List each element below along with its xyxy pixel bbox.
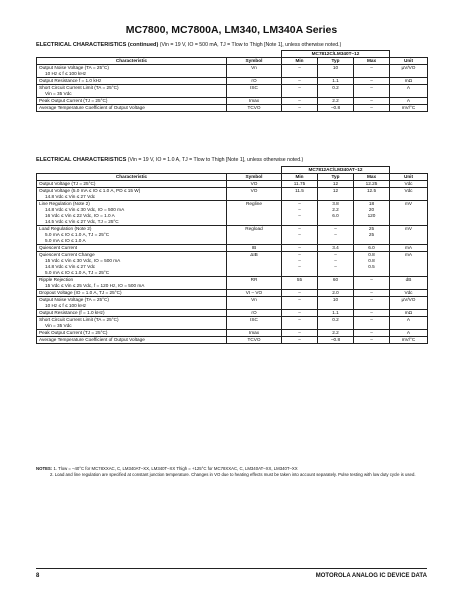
min-cell — [282, 181, 318, 188]
symbol-cell: VI – VO — [227, 290, 282, 297]
characteristic-cell-line: 10 Hz ≤ f ≤ 100 kHz — [45, 303, 87, 308]
unit-cell: Vdc — [390, 188, 428, 201]
max-cell — [354, 201, 390, 226]
max-cell — [354, 277, 390, 290]
min-cell: – — [282, 98, 318, 105]
symbol-cell: rO — [227, 310, 282, 317]
symbol-cell: VO — [227, 181, 282, 188]
table-row — [37, 252, 428, 277]
max-cell — [354, 330, 390, 337]
unit-cell: A — [390, 330, 428, 337]
table-row — [37, 105, 428, 112]
typ-cell — [318, 201, 354, 226]
typ-cell-line: 1.1 — [332, 310, 339, 315]
characteristic-cell-line: Output Noise Voltage (TA = 25°C) — [39, 65, 109, 70]
characteristic-cell — [37, 297, 227, 310]
characteristic-cell-line: 10 Hz ≤ f ≤ 100 kHz — [45, 71, 87, 76]
characteristic-cell-line: 5.0 mA ≤ IO ≤ 1.0 A, TJ = 25°C — [45, 270, 110, 275]
typ-cell-line: – — [334, 232, 337, 237]
symbol-cell: TCVO — [227, 105, 282, 112]
min-cell — [282, 277, 318, 290]
col-characteristic: Characteristic — [37, 174, 227, 181]
max-cell: – — [354, 78, 390, 85]
table-row — [37, 337, 428, 344]
typ-cell-line: 10 — [332, 297, 339, 302]
min-cell — [282, 317, 318, 330]
footer-divider — [36, 568, 427, 569]
group-header: MC7812AC/LM340AT–12 — [282, 167, 390, 174]
characteristic-cell — [37, 317, 227, 330]
min-cell — [282, 201, 318, 226]
min-cell-line: – — [298, 297, 301, 302]
characteristic-cell-line: Output Noise Voltage (TA = 25°C) — [39, 297, 109, 302]
characteristic-cell — [37, 310, 227, 317]
min-cell-line: – — [298, 317, 301, 322]
symbol-cell: IB — [227, 245, 282, 252]
unit-cell: mV/°C — [390, 337, 428, 344]
symbol-cell: rO — [227, 78, 282, 85]
min-cell: – — [282, 85, 318, 98]
blank-header — [390, 51, 428, 58]
typ-cell-line: 6.0 — [332, 213, 339, 218]
max-cell — [354, 226, 390, 245]
max-cell — [354, 188, 390, 201]
max-cell — [354, 310, 390, 317]
symbol-cell: Imax — [227, 330, 282, 337]
table-row — [37, 317, 428, 330]
characteristic-cell-line: Short Circuit Current Limit (TA = 25°C) — [39, 85, 119, 90]
min-cell-line: – — [298, 226, 301, 231]
page-number: 8 — [36, 573, 40, 579]
max-cell-line: 20 — [368, 207, 375, 212]
typ-cell — [318, 290, 354, 297]
characteristic-cell-line: 15 Vdc ≤ Vin ≤ 25 Vdc, f = 120 Hz, IO = 500 mA — [45, 283, 145, 288]
characteristic-cell-line: 15 Vdc ≤ Vin ≤ 30 Vdc, IO = 500 mA — [45, 258, 121, 263]
col-max: Max — [354, 58, 390, 65]
characteristic-cell-line: Peak Output Current (TJ = 25°C) — [39, 330, 108, 335]
footer-brand: MOTOROLA ANALOG IC DEVICE DATA — [315, 573, 427, 579]
col-min: Min — [282, 174, 318, 181]
characteristic-cell — [37, 201, 227, 226]
symbol-cell: Vn — [227, 297, 282, 310]
table-row — [37, 310, 428, 317]
min-cell-line: – — [298, 207, 301, 212]
typ-cell-line: – — [334, 252, 337, 257]
typ-cell — [318, 330, 354, 337]
typ-cell — [318, 337, 354, 344]
page-title: MC7800, MC7800A, LM340, LM340A Series — [125, 24, 338, 36]
characteristic-cell-line: Output Resistance (f = 1.0 kHz) — [39, 310, 105, 315]
min-cell: – — [282, 105, 318, 112]
section2-title-bold: ELECTRICAL CHARACTERISTICS — [36, 157, 127, 163]
max-cell — [354, 245, 390, 252]
characteristic-cell — [37, 105, 227, 112]
typ-cell-line: 12 — [332, 181, 339, 186]
typ-cell — [318, 317, 354, 330]
unit-cell: A — [390, 98, 428, 105]
min-cell-line: – — [298, 201, 301, 206]
max-cell-line: 12.25 — [365, 181, 378, 186]
max-cell — [354, 252, 390, 277]
table-row — [37, 85, 428, 98]
min-cell-line: – — [298, 245, 301, 250]
max-cell: – — [354, 65, 390, 78]
symbol-cell: ΔIB — [227, 252, 282, 277]
characteristic-cell-line: Quiescent Current Change — [39, 252, 95, 257]
characteristic-cell-line: Short Circuit Current Limit (TA = 25°C) — [39, 317, 119, 322]
min-cell — [282, 252, 318, 277]
table-row — [37, 98, 428, 105]
typ-cell-line: – — [334, 226, 337, 231]
typ-cell-line: 2.2 — [332, 207, 339, 212]
unit-cell: µV/VO — [390, 297, 428, 310]
table-row — [37, 188, 428, 201]
table-row — [37, 245, 428, 252]
min-cell — [282, 188, 318, 201]
unit-cell: A — [390, 317, 428, 330]
symbol-cell: Regload — [227, 226, 282, 245]
max-cell — [354, 337, 390, 344]
characteristics-table-1 — [36, 50, 428, 112]
col-unit: Unit — [390, 174, 428, 181]
characteristic-cell-line: Dropout Voltage (IO = 1.0 A, TJ = 25°C) — [39, 290, 122, 295]
min-cell — [282, 290, 318, 297]
min-cell — [282, 337, 318, 344]
min-cell-line: – — [298, 310, 301, 315]
section1-title-conditions: (Vin = 19 V, IO = 500 mA, TJ = Tlow to Thigh [Note 1], unless otherwise noted.) — [158, 42, 342, 48]
max-cell — [354, 317, 390, 330]
characteristic-cell — [37, 290, 227, 297]
max-cell: – — [354, 98, 390, 105]
characteristic-cell-line: Ripple Rejection — [39, 277, 74, 282]
max-cell-line: – — [370, 310, 373, 315]
typ-cell — [318, 226, 354, 245]
symbol-cell: RR — [227, 277, 282, 290]
characteristic-cell-line: Output Voltage (TJ = 25°C) — [39, 181, 96, 186]
characteristic-cell — [37, 226, 227, 245]
characteristic-cell-line: 5.0 mA ≤ IO ≤ 1.0 A — [45, 238, 86, 243]
max-cell-line: – — [370, 330, 373, 335]
blank-header — [390, 167, 428, 174]
unit-cell: mA — [390, 245, 428, 252]
typ-cell-line: 0.2 — [332, 317, 339, 322]
typ-cell-line: 12 — [332, 188, 339, 193]
table-row — [37, 297, 428, 310]
min-cell-line: – — [298, 337, 301, 342]
symbol-cell: ISC — [227, 85, 282, 98]
col-characteristic: Characteristic — [37, 58, 227, 65]
unit-cell: µV/VO — [390, 65, 428, 78]
characteristic-cell — [37, 337, 227, 344]
symbol-cell: TCVO — [227, 337, 282, 344]
characteristic-cell — [37, 188, 227, 201]
characteristics-table-2 — [36, 166, 428, 344]
unit-cell: Vdc — [390, 290, 428, 297]
characteristic-cell — [37, 181, 227, 188]
min-cell-line: – — [298, 232, 301, 237]
typ-cell-line: 2.2 — [332, 330, 339, 335]
max-cell-line: – — [370, 337, 373, 342]
characteristic-cell — [37, 330, 227, 337]
characteristic-cell-line: Vin = 35 Vdc — [45, 91, 72, 96]
section1-title-bold: ELECTRICAL CHARACTERISTICS (continued) — [36, 42, 159, 48]
unit-cell: Vdc — [390, 181, 428, 188]
typ-cell — [318, 188, 354, 201]
min-cell-line: – — [298, 330, 301, 335]
typ-cell — [318, 310, 354, 317]
min-cell: – — [282, 65, 318, 78]
characteristic-cell-line: 14.8 Vdc ≤ Vin ≤ 27 Vdc — [45, 264, 96, 269]
max-cell — [354, 290, 390, 297]
min-cell-line: – — [298, 258, 301, 263]
min-cell-line: 11.75 — [293, 181, 306, 186]
characteristic-cell-line: 14.8 Vdc ≤ Vin ≤ 27 Vdc — [45, 194, 96, 199]
col-min: Min — [282, 58, 318, 65]
unit-cell: mA — [390, 252, 428, 277]
max-cell-line: 25 — [368, 226, 375, 231]
symbol-cell: Imax — [227, 98, 282, 105]
max-cell-line: 12.5 — [366, 188, 377, 193]
symbol-cell: Vn — [227, 65, 282, 78]
characteristic-cell — [37, 252, 227, 277]
table-row — [37, 330, 428, 337]
min-cell — [282, 245, 318, 252]
max-cell-line: – — [370, 290, 373, 295]
typ-cell: 0.2 — [318, 85, 354, 98]
characteristic-cell-line: 16 Vdc ≤ Vin ≤ 22 Vdc, IO = 1.0 A — [45, 213, 115, 218]
note-1: 1. Tlow = –40°C for MC78XXAC, C, LM340AT–XX, LM340T–XX Thigh = +125°C for MC78XXAC, C, LM340AT–XX, LM340T–XX — [53, 466, 298, 471]
characteristic-cell-line: Vin = 35 Vdc — [45, 323, 72, 328]
typ-cell: 1.1 — [318, 78, 354, 85]
section1-title — [36, 42, 341, 48]
typ-cell-line: 3.8 — [332, 201, 339, 206]
typ-cell-line: – — [334, 258, 337, 263]
table-row — [37, 226, 428, 245]
notes-label: NOTES: — [36, 466, 53, 471]
typ-cell-line: – — [334, 264, 337, 269]
col-typ: Typ — [318, 58, 354, 65]
max-cell: – — [354, 85, 390, 98]
min-cell-line: 11.5 — [295, 188, 304, 193]
unit-cell: A — [390, 85, 428, 98]
unit-cell: mΩ — [390, 310, 428, 317]
max-cell-line: 6.0 — [368, 245, 375, 250]
min-cell — [282, 330, 318, 337]
unit-cell: mΩ — [390, 78, 428, 85]
unit-cell: mV/°C — [390, 105, 428, 112]
typ-cell — [318, 277, 354, 290]
characteristic-cell-line: Line Regulation (Note 2) — [39, 201, 90, 206]
max-cell-line: 120 — [367, 213, 376, 218]
table-row — [37, 290, 428, 297]
characteristic-cell — [37, 277, 227, 290]
max-cell-line: 0.8 — [368, 258, 375, 263]
min-cell — [282, 310, 318, 317]
typ-cell-line: 2.0 — [332, 290, 339, 295]
symbol-cell: VO — [227, 188, 282, 201]
max-cell-line: 0.5 — [368, 264, 375, 269]
symbol-cell: ISC — [227, 317, 282, 330]
max-cell-line: – — [370, 297, 373, 302]
typ-cell: 2.2 — [318, 98, 354, 105]
characteristic-cell — [37, 98, 227, 105]
min-cell — [282, 226, 318, 245]
characteristic-cell — [37, 245, 227, 252]
characteristic-cell-line: Average Temperature Coefficient of Output Voltage — [39, 337, 145, 342]
section2-title-conditions: (Vin = 19 V, IO = 1.0 A, TJ = Tlow to Thigh [Note 1], unless otherwise noted.) — [126, 157, 304, 163]
max-cell — [354, 297, 390, 310]
table-row — [37, 65, 428, 78]
characteristic-cell-line: Average Temperature Coefficient of Output Voltage — [39, 105, 145, 110]
table-row — [37, 277, 428, 290]
min-cell: – — [282, 78, 318, 85]
characteristic-cell — [37, 78, 227, 85]
min-cell-line: – — [298, 290, 301, 295]
min-cell-line: – — [298, 264, 301, 269]
typ-cell — [318, 181, 354, 188]
col-typ: Typ — [318, 174, 354, 181]
characteristic-cell-line: Peak Output Current (TJ = 25°C) — [39, 98, 108, 103]
typ-cell — [318, 297, 354, 310]
max-cell: – — [354, 105, 390, 112]
table-row — [37, 201, 428, 226]
col-symbol: Symbol — [227, 174, 282, 181]
typ-cell-line: –0.8 — [330, 337, 341, 342]
col-max: Max — [354, 174, 390, 181]
characteristic-cell — [37, 85, 227, 98]
typ-cell: –0.8 — [318, 105, 354, 112]
unit-cell: mV — [390, 226, 428, 245]
group-header: MC7812C/LM340T–12 — [282, 51, 390, 58]
max-cell — [354, 181, 390, 188]
max-cell-line: 18 — [368, 201, 375, 206]
characteristic-cell-line: Output Resistance f = 1.0 kHz — [39, 78, 102, 83]
characteristic-cell — [37, 65, 227, 78]
max-cell-line: – — [370, 317, 373, 322]
typ-cell: 10 — [318, 65, 354, 78]
characteristic-cell-line: 14.8 Vdc ≤ Vin ≤ 30 Vdc, IO = 500 mA — [45, 207, 125, 212]
typ-cell — [318, 245, 354, 252]
col-symbol: Symbol — [227, 58, 282, 65]
characteristic-cell-line: Quiescent Current — [39, 245, 78, 250]
col-unit: Unit — [390, 58, 428, 65]
typ-cell-line: 3.4 — [332, 245, 339, 250]
min-cell-line: – — [298, 213, 301, 218]
min-cell-line: 55 — [296, 277, 303, 282]
note-2: 2. Load and line regulation are specified at constant junction temperature. Changes in VO due to heating effects must be taken into account separately. Pulse testing with low duty cycle is used. — [50, 471, 416, 477]
unit-cell: dB — [390, 277, 428, 290]
section2-title — [36, 157, 303, 163]
min-cell-line: – — [298, 252, 301, 257]
unit-cell: mV — [390, 201, 428, 226]
characteristic-cell-line: Output Voltage (5.0 mA ≤ IO ≤ 1.0 A, PD ≤ 15 W) — [39, 188, 141, 193]
blank-header — [37, 167, 282, 174]
max-cell-line: 0.8 — [368, 252, 375, 257]
symbol-cell: Regline — [227, 201, 282, 226]
min-cell — [282, 297, 318, 310]
typ-cell-line: 60 — [332, 277, 339, 282]
table-row — [37, 181, 428, 188]
characteristic-cell-line: Load Regulation (Note 2) — [39, 226, 92, 231]
notes — [36, 466, 431, 477]
max-cell-line: 25 — [368, 232, 375, 237]
table-row — [37, 78, 428, 85]
typ-cell — [318, 252, 354, 277]
characteristic-cell-line: 14.5 Vdc ≤ Vin ≤ 27 Vdc, TJ = 25°C — [45, 219, 119, 224]
characteristic-cell-line: 5.0 mA ≤ IO ≤ 1.0 A, TJ = 25°C — [45, 232, 110, 237]
max-cell-line: – — [370, 277, 373, 282]
blank-header — [37, 51, 282, 58]
